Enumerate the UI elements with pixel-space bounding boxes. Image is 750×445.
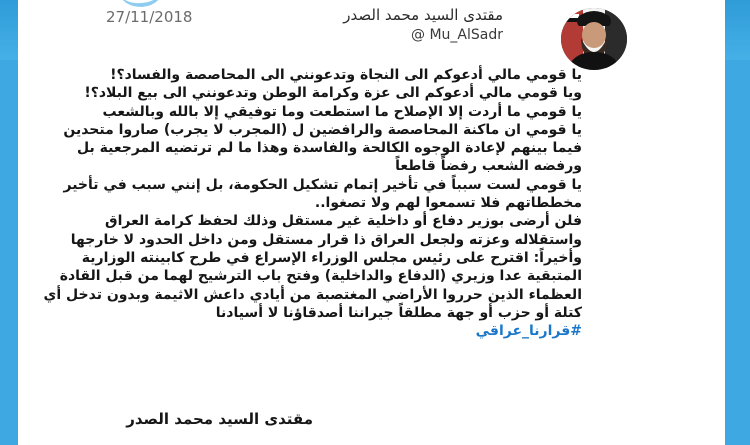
iraq-flag-icon — [561, 10, 579, 22]
author-handle[interactable]: @ Mu_AlSadr — [411, 27, 503, 43]
twitter-bird-icon — [118, 0, 162, 8]
avatar-photo — [561, 8, 627, 70]
tweet-body — [38, 66, 582, 340]
hashtag-link[interactable]: #قرارنا_عراقي — [475, 323, 582, 340]
tweet-line: ويا قومي مالي أدعوكم الى عزة وكرامة الوطن وتدعونني الى بيع البلاد؟! — [84, 85, 582, 102]
author-name[interactable]: مقتدى السيد محمد الصدر — [343, 6, 503, 24]
tweet-line: يا قومي ما أردت إلا الإصلاح ما استطعت وما توفيقي إلا بالله وبالشعب — [102, 103, 582, 120]
tweet-line: وأخيراً: اقترح على رئيس مجلس الوزراء الإسراع في طرح كابينته الوزارية المتبقية عدا وزيري (الدفاع والداخلية) وفتح باب الترشيح لهما من قبل القادة العظماء الذين حرروا الأراضي المغتصبة من أيادي داعش الاثيمة وبدون تدخل أي كتلة أو حزب أو جهة مطلقاً جيراننا أصدقاؤنا لا أسيادنا — [43, 249, 582, 321]
signature: مقتدى السيد محمد الصدر — [126, 410, 313, 428]
tweet-line: يا قومي لست سبباً في تأخير إتمام تشكيل الحكومة، بل إنني سبب في تأخير مخططاتهم فلا تسمعوا لهم ولا تصغوا.. — [63, 176, 582, 212]
tweet-line: يا قومي ان ماكنة المحاصصة والرافضين ل (المجرب لا يجرب) صاروا متحدين فيما بينهم لإعادة الوجوه الكالحة والفاسدة وهذا ما لم ترتضيه المرجعية بل ورفضه الشعب رفضاً قاطعاً — [63, 121, 582, 175]
tweet-line: فلن أرضى بوزير دفاع أو داخلية غير مستقل وذلك لحفظ كرامة العراق واستقلاله وعزته ولجعل العراق ذا قرار مستقل ومن داخل الحدود لا خارجها — [70, 213, 582, 248]
avatar[interactable] — [561, 8, 627, 70]
tweet-line: يا قومي مالي أدعوكم الى النجاة وتدعونني الى المحاصصة والفساد؟! — [110, 67, 582, 83]
tweet-card — [18, 0, 725, 445]
tweet-date: 27/11/2018 — [106, 8, 193, 26]
